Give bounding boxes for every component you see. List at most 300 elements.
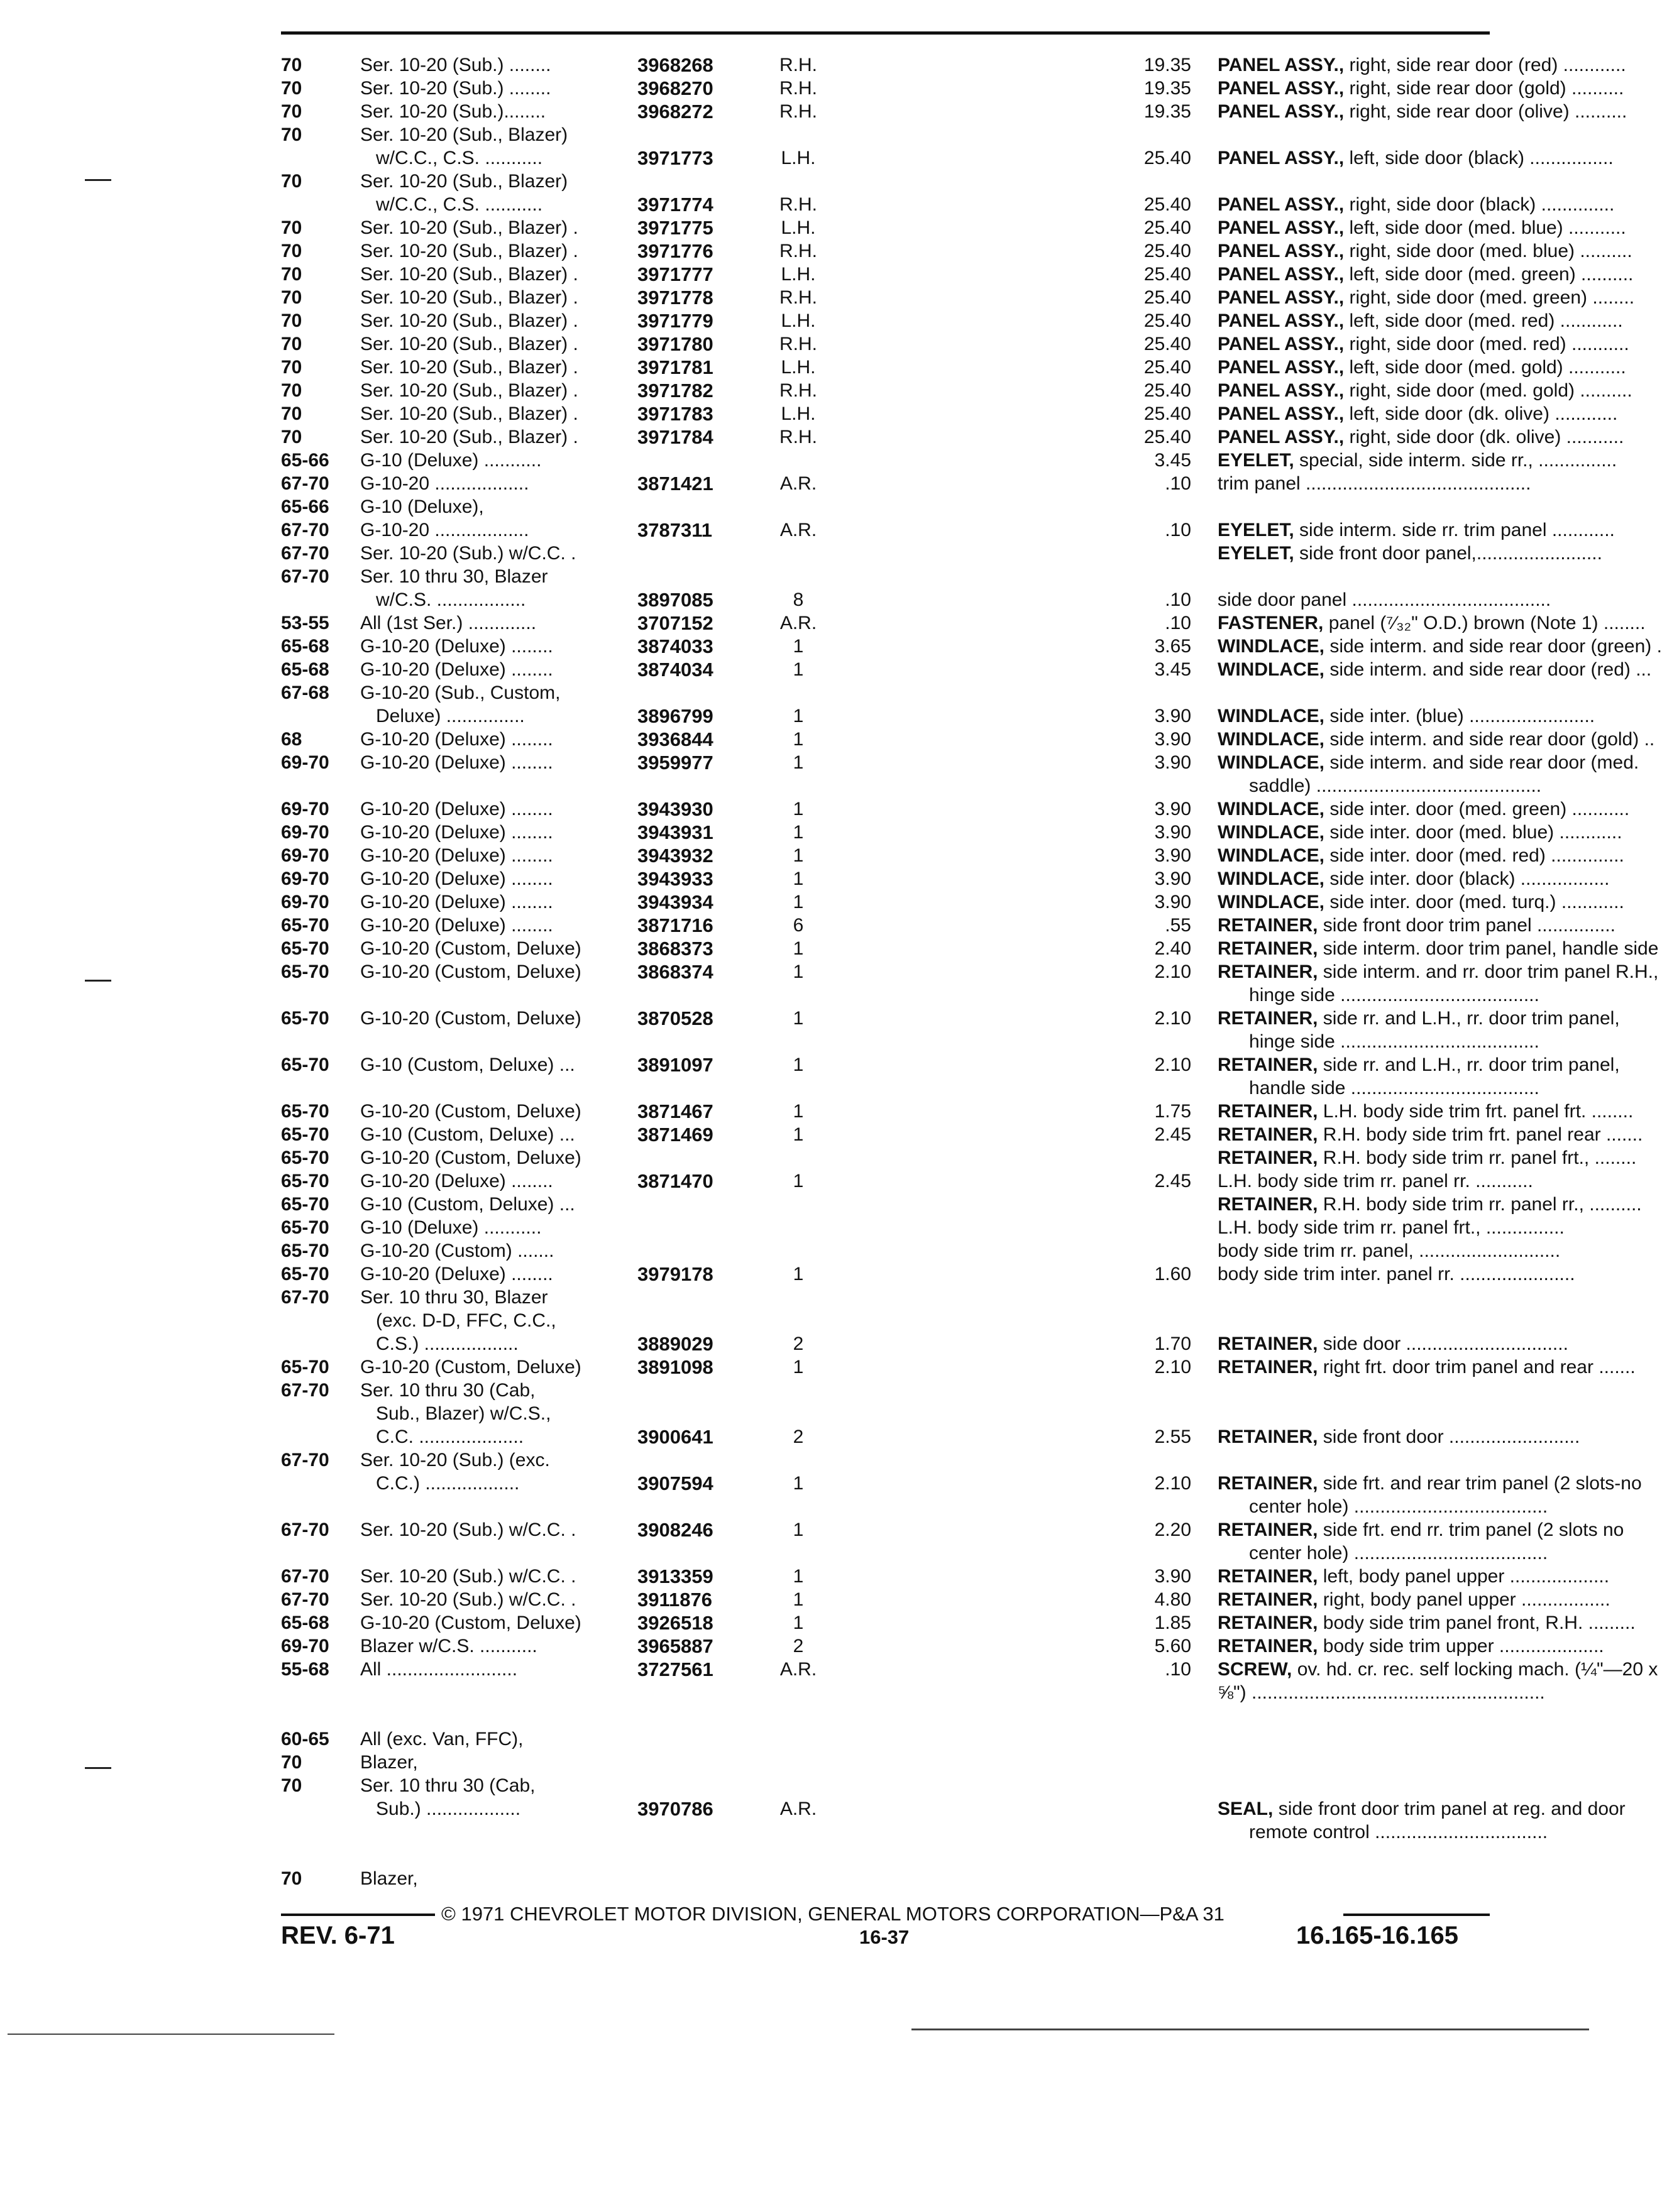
part-description <box>1218 821 1622 844</box>
part-name: WINDLACE, <box>1218 706 1324 726</box>
list-price: 3.90 <box>1154 799 1191 819</box>
table-row <box>281 1867 1494 1890</box>
model-year: 65-70 <box>281 1357 329 1377</box>
series-application: G-10-20 (Custom, Deluxe) <box>360 1101 581 1122</box>
table-row <box>281 1355 1636 1379</box>
part-description <box>1218 1030 1539 1053</box>
series-application: Ser. 10-20 (Sub., Blazer) . <box>360 287 578 308</box>
part-detail: side front door panel,........................ <box>1294 543 1602 564</box>
model-year: 65-68 <box>281 659 329 680</box>
model-year: 70 <box>281 171 302 192</box>
part-number: 3971774 <box>637 194 713 216</box>
part-description <box>1218 146 1614 170</box>
model-year: 65-70 <box>281 1171 329 1191</box>
part-description <box>1218 1658 1658 1681</box>
quantity: L.H. <box>781 403 816 424</box>
part-detail: left, side door (med. gold) ........... <box>1344 357 1626 378</box>
table-row <box>281 1402 1494 1425</box>
part-name: WINDLACE, <box>1218 729 1324 750</box>
list-price: 25.40 <box>1143 264 1191 285</box>
part-number: 3896799 <box>637 705 713 727</box>
table-row <box>281 1565 1610 1588</box>
quantity: 1 <box>793 706 804 726</box>
series-application: G-10-20 (Custom) ....... <box>360 1240 554 1261</box>
part-description <box>1218 449 1617 472</box>
part-number: 3943930 <box>637 798 713 820</box>
part-name: PANEL ASSY., <box>1218 217 1345 238</box>
group-code: 16.165-16.165 <box>1296 1922 1459 1949</box>
part-number: 3874034 <box>637 659 713 681</box>
part-detail: side inter. door (black) ................. <box>1324 868 1610 889</box>
quantity: 6 <box>793 915 804 936</box>
part-detail: remote control ................................. <box>1218 1822 1548 1842</box>
part-description <box>1218 1193 1642 1216</box>
model-year: 65-68 <box>281 1612 329 1633</box>
list-price: 3.90 <box>1154 729 1191 750</box>
part-description <box>1218 960 1659 983</box>
part-name: PANEL ASSY., <box>1218 287 1345 308</box>
table-row <box>281 1774 1494 1797</box>
part-detail: side inter. door (med. turq.) ............ <box>1324 892 1624 912</box>
part-detail: right, side rear door (red) ............ <box>1344 55 1626 75</box>
list-price: .10 <box>1165 589 1191 610</box>
part-description <box>1218 1681 1545 1704</box>
part-detail: saddle) ........................................... <box>1218 775 1542 796</box>
part-detail: side rr. and L.H., rr. door trim panel, <box>1318 1008 1620 1029</box>
part-description <box>1218 542 1602 565</box>
list-price: 3.45 <box>1154 659 1191 680</box>
list-price: 25.40 <box>1143 148 1191 168</box>
model-year: 70 <box>281 334 302 354</box>
part-description <box>1218 797 1630 821</box>
part-description <box>1218 1472 1642 1495</box>
part-detail: side inter. door (med. red) .............. <box>1324 845 1624 866</box>
part-detail: side rr. and L.H., rr. door trim panel, <box>1318 1054 1620 1075</box>
series-application: G-10-20 (Deluxe) ........ <box>360 868 553 889</box>
series-application: G-10-20 (Deluxe) ........ <box>360 636 553 657</box>
table-row <box>281 1821 1548 1844</box>
part-number: 3727561 <box>637 1658 713 1680</box>
margin-mark <box>85 980 111 982</box>
part-detail: left, side door (med. red) ............ <box>1344 310 1623 331</box>
quantity: L.H. <box>781 264 816 285</box>
model-year: 65-70 <box>281 1147 329 1168</box>
quantity: 1 <box>793 799 804 819</box>
model-year: 70 <box>281 55 302 75</box>
list-price: 25.40 <box>1143 403 1191 424</box>
table-row <box>281 1588 1610 1611</box>
table-row <box>281 1634 1604 1658</box>
part-number: 3907594 <box>637 1472 713 1494</box>
part-number: 3971780 <box>637 333 713 355</box>
part-number: 3874033 <box>637 635 713 657</box>
quantity: L.H. <box>781 357 816 378</box>
part-number: 3913359 <box>637 1565 713 1587</box>
quantity: 1 <box>793 1473 804 1494</box>
part-detail: body side trim upper .................... <box>1318 1636 1604 1656</box>
table-row <box>281 1751 1494 1774</box>
model-year: 65-70 <box>281 1217 329 1238</box>
series-application: Ser. 10 thru 30, Blazer <box>360 566 548 587</box>
table-row <box>281 1727 1494 1751</box>
part-detail: R.H. body side trim rr. panel rr., .......... <box>1318 1194 1642 1215</box>
table-row <box>281 960 1659 983</box>
series-application: G-10-20 (Deluxe) ........ <box>360 1264 553 1284</box>
model-year: 67-70 <box>281 543 329 564</box>
table-row <box>281 146 1614 170</box>
part-description <box>1218 937 1659 960</box>
table-row <box>281 1262 1575 1286</box>
part-number: 3968268 <box>637 54 713 76</box>
table-row <box>281 1007 1620 1030</box>
model-year: 65-66 <box>281 450 329 471</box>
part-number: 3868373 <box>637 938 713 960</box>
series-application: G-10-20 (Custom, Deluxe) <box>360 1008 581 1029</box>
part-name: RETAINER, <box>1218 1147 1318 1168</box>
part-name: PANEL ASSY., <box>1218 334 1345 354</box>
part-detail: side frt. end rr. trim panel (2 slots no <box>1318 1519 1624 1540</box>
list-price: 2.40 <box>1154 938 1191 959</box>
model-year: 65-70 <box>281 1124 329 1145</box>
part-detail: ov. hd. cr. rec. self locking mach. (¼"—20 x <box>1292 1659 1658 1680</box>
table-row <box>281 286 1635 309</box>
part-description <box>1218 728 1655 751</box>
model-year: 69-70 <box>281 1636 329 1656</box>
model-year: 65-70 <box>281 1054 329 1075</box>
quantity: 1 <box>793 1566 804 1587</box>
list-price: 1.75 <box>1154 1101 1191 1122</box>
table-row <box>281 751 1639 774</box>
part-description <box>1218 425 1624 449</box>
list-price: 25.40 <box>1143 310 1191 331</box>
model-year: 67-70 <box>281 520 329 540</box>
table-row <box>281 1844 1494 1867</box>
part-detail: side interm. door trim panel, handle side <box>1318 938 1659 959</box>
part-number: 3871467 <box>637 1100 713 1122</box>
model-year: 65-70 <box>281 1194 329 1215</box>
part-number: 3889029 <box>637 1333 713 1355</box>
table-row <box>281 77 1624 100</box>
part-description <box>1218 77 1624 100</box>
table-row <box>281 263 1634 286</box>
quantity: 2 <box>793 1636 804 1656</box>
quantity: 1 <box>793 1519 804 1540</box>
part-number: 3971784 <box>637 426 713 448</box>
part-detail: body side trim panel front, R.H. ......... <box>1318 1612 1636 1633</box>
table-row <box>281 1216 1565 1239</box>
part-name: RETAINER, <box>1218 1008 1318 1029</box>
part-detail: side interm. and side rear door (green) . <box>1324 636 1662 657</box>
model-year: 68 <box>281 729 302 750</box>
series-application: Deluxe) ............... <box>360 706 525 726</box>
table-row <box>281 1146 1637 1169</box>
table-row <box>281 1123 1643 1146</box>
list-price: 3.90 <box>1154 706 1191 726</box>
part-description <box>1218 1100 1634 1123</box>
quantity: 1 <box>793 636 804 657</box>
model-year: 67-70 <box>281 1589 329 1610</box>
part-number: 3943934 <box>637 891 713 913</box>
table-row <box>281 867 1610 890</box>
table-row <box>281 1193 1642 1216</box>
part-name: WINDLACE, <box>1218 868 1324 889</box>
series-application: G-10-20 (Deluxe) ........ <box>360 892 553 912</box>
part-number: 3943933 <box>637 868 713 890</box>
part-number: 3970786 <box>637 1798 713 1820</box>
series-application: G-10 (Custom, Deluxe) ... <box>360 1054 575 1075</box>
part-number: 3943931 <box>637 821 713 843</box>
part-detail: body side trim inter. panel rr. ...................... <box>1218 1264 1575 1284</box>
quantity: 1 <box>793 1054 804 1075</box>
table-row <box>281 449 1617 472</box>
model-year: 70 <box>281 78 302 99</box>
series-application: Ser. 10-20 (Sub., Blazer) . <box>360 241 578 261</box>
part-description <box>1218 216 1626 239</box>
list-price: .10 <box>1165 473 1191 494</box>
part-number: 3979178 <box>637 1263 713 1285</box>
part-description <box>1218 1332 1568 1355</box>
part-detail: right, side door (dk. olive) ........... <box>1344 427 1624 447</box>
table-row <box>281 565 1494 588</box>
series-application: Ser. 10-20 (Sub., Blazer) . <box>360 334 578 354</box>
table-row <box>281 402 1618 425</box>
table-row <box>281 1076 1539 1100</box>
part-name: SEAL, <box>1218 1799 1274 1819</box>
model-year: 70 <box>281 427 302 447</box>
table-row <box>281 797 1630 821</box>
part-number: 3897085 <box>637 589 713 611</box>
quantity: 1 <box>793 961 804 982</box>
part-description <box>1218 53 1626 77</box>
table-row <box>281 123 1494 146</box>
list-price: 2.20 <box>1154 1519 1191 1540</box>
part-name: RETAINER, <box>1218 938 1318 959</box>
list-price: 3.90 <box>1154 868 1191 889</box>
model-year: 70 <box>281 357 302 378</box>
list-price: 25.40 <box>1143 287 1191 308</box>
table-row <box>281 1239 1561 1262</box>
part-description <box>1218 239 1632 263</box>
list-price: 25.40 <box>1143 194 1191 215</box>
list-price: 25.40 <box>1143 241 1191 261</box>
part-number: 3959977 <box>637 752 713 774</box>
part-detail: right, side door (med. red) ........... <box>1344 334 1629 354</box>
part-detail: left, side door (dk. olive) ............ <box>1344 403 1618 424</box>
part-number: 3787311 <box>637 519 712 541</box>
series-application: G-10-20 (Custom, Deluxe) <box>360 1147 581 1168</box>
part-name: RETAINER, <box>1218 1101 1318 1122</box>
table-row <box>281 588 1551 611</box>
part-number: 3926518 <box>637 1612 713 1634</box>
part-detail: hinge side ...................................... <box>1218 1031 1539 1052</box>
part-name: RETAINER, <box>1218 1519 1318 1540</box>
part-name: PANEL ASSY., <box>1218 264 1345 285</box>
part-name: EYELET, <box>1218 450 1294 471</box>
part-detail: left, side door (med. green) .......... <box>1344 264 1634 285</box>
series-application: G-10 (Custom, Deluxe) ... <box>360 1194 575 1215</box>
list-price: 25.40 <box>1143 357 1191 378</box>
list-price: 2.10 <box>1154 1473 1191 1494</box>
table-row <box>281 821 1622 844</box>
part-detail: panel (⁷⁄₃₂" O.D.) brown (Note 1) ........ <box>1323 613 1646 633</box>
parts-table <box>281 53 1662 1890</box>
part-detail: side door ............................... <box>1318 1333 1568 1354</box>
part-description <box>1218 1146 1637 1169</box>
model-year: 69-70 <box>281 752 329 773</box>
series-application: G-10 (Deluxe), <box>360 496 484 517</box>
footer-rule-right <box>1343 1914 1490 1916</box>
series-application: All ......................... <box>360 1659 518 1680</box>
part-number: 3870528 <box>637 1007 713 1029</box>
part-detail: right frt. door trim panel and rear ....... <box>1318 1357 1636 1377</box>
model-year: 53-55 <box>281 613 329 633</box>
part-number: 3965887 <box>637 1635 713 1657</box>
part-number: 3871470 <box>637 1170 713 1192</box>
part-detail: special, side interm. side rr., ............... <box>1294 450 1617 471</box>
series-application: Ser. 10 thru 30 (Cab, <box>360 1775 536 1796</box>
part-description <box>1218 1588 1610 1611</box>
part-name: WINDLACE, <box>1218 892 1324 912</box>
part-detail: side inter. (blue) ........................ <box>1324 706 1595 726</box>
part-name: RETAINER, <box>1218 1054 1318 1075</box>
table-row <box>281 774 1542 797</box>
list-price: 1.60 <box>1154 1264 1191 1284</box>
part-detail: hinge side ...................................... <box>1218 985 1539 1005</box>
quantity: R.H. <box>779 78 817 99</box>
list-price: 3.90 <box>1154 822 1191 843</box>
series-application: G-10-20 (Sub., Custom, <box>360 682 561 703</box>
top-rule <box>281 31 1490 35</box>
quantity: A.R. <box>779 520 817 540</box>
part-detail: left, side door (med. blue) ........... <box>1344 217 1626 238</box>
model-year: 69-70 <box>281 799 329 819</box>
part-name: PANEL ASSY., <box>1218 310 1345 331</box>
model-year: 67-70 <box>281 1450 329 1470</box>
series-application: Ser. 10-20 (Sub.)........ <box>360 101 546 122</box>
series-application: Blazer, <box>360 1752 418 1773</box>
table-row <box>281 1030 1539 1053</box>
part-description <box>1218 518 1615 542</box>
series-application: Ser. 10-20 (Sub.) w/C.C. . <box>360 543 576 564</box>
part-detail: side interm. and side rear door (gold) .. <box>1324 729 1655 750</box>
table-row <box>281 1425 1580 1448</box>
table-row <box>281 239 1632 263</box>
quantity: 1 <box>793 1124 804 1145</box>
model-year: 70 <box>281 1868 302 1889</box>
list-price: 3.90 <box>1154 845 1191 866</box>
part-name: PANEL ASSY., <box>1218 427 1345 447</box>
part-description <box>1218 379 1632 402</box>
list-price: 2.10 <box>1154 1054 1191 1075</box>
quantity: 1 <box>793 892 804 912</box>
part-number: 3971773 <box>637 147 713 169</box>
part-name: RETAINER, <box>1218 1124 1318 1145</box>
part-name: EYELET, <box>1218 543 1294 564</box>
part-number: 3971783 <box>637 403 713 425</box>
quantity: 1 <box>793 845 804 866</box>
part-description <box>1218 658 1652 681</box>
part-description <box>1218 1076 1539 1100</box>
part-name: PANEL ASSY., <box>1218 380 1345 401</box>
model-year: 67-70 <box>281 1566 329 1587</box>
quantity: A.R. <box>779 1799 817 1819</box>
part-number: 3936844 <box>637 728 713 750</box>
part-description <box>1218 704 1595 728</box>
series-application: (exc. D-D, FFC, C.C., <box>360 1310 556 1331</box>
series-application: G-10-20 (Deluxe) ........ <box>360 659 553 680</box>
part-name: PANEL ASSY., <box>1218 101 1345 122</box>
table-row <box>281 658 1652 681</box>
quantity: 1 <box>793 868 804 889</box>
part-name: RETAINER, <box>1218 1194 1318 1215</box>
part-detail: side interm. and side rear door (med. <box>1324 752 1639 773</box>
part-description <box>1218 1565 1610 1588</box>
series-application: G-10-20 (Deluxe) ........ <box>360 752 553 773</box>
part-detail: left, body panel upper ................... <box>1318 1566 1610 1587</box>
table-row <box>281 1681 1545 1704</box>
model-year: 65-70 <box>281 961 329 982</box>
model-year: 69-70 <box>281 892 329 912</box>
model-year: 65-70 <box>281 1264 329 1284</box>
part-name: EYELET, <box>1218 520 1294 540</box>
part-description <box>1218 1239 1561 1262</box>
model-year: 70 <box>281 287 302 308</box>
quantity: R.H. <box>779 380 817 401</box>
part-name: PANEL ASSY., <box>1218 194 1345 215</box>
series-application: G-10-20 (Custom, Deluxe) <box>360 1612 581 1633</box>
margin-mark <box>85 179 111 181</box>
quantity: A.R. <box>779 473 817 494</box>
series-application: G-10-20 .................. <box>360 473 529 494</box>
series-application: Sub., Blazer) w/C.S., <box>360 1403 551 1424</box>
part-number: 3971781 <box>637 356 713 378</box>
list-price: 5.60 <box>1154 1636 1191 1656</box>
part-detail: L.H. body side trim frt. panel frt. ........ <box>1318 1101 1634 1122</box>
part-number: 3968270 <box>637 77 713 99</box>
list-price: 2.55 <box>1154 1426 1191 1447</box>
part-description <box>1218 1541 1548 1565</box>
model-year: 70 <box>281 264 302 285</box>
table-row <box>281 1518 1624 1541</box>
series-application: Ser. 10-20 (Sub.) w/C.C. . <box>360 1566 576 1587</box>
list-price: .55 <box>1165 915 1191 936</box>
part-name: WINDLACE, <box>1218 752 1324 773</box>
part-number: 3871469 <box>637 1124 713 1146</box>
table-row <box>281 1472 1642 1495</box>
part-description <box>1218 402 1618 425</box>
margin-mark <box>85 1767 111 1769</box>
model-year: 70 <box>281 101 302 122</box>
part-name: SCREW, <box>1218 1659 1292 1680</box>
series-application: Ser. 10-20 (Sub., Blazer) . <box>360 310 578 331</box>
series-application: G-10-20 (Deluxe) ........ <box>360 799 553 819</box>
series-application: C.S.) .................. <box>360 1333 519 1354</box>
part-detail: right, side door (med. blue) .......... <box>1344 241 1632 261</box>
part-detail: side inter. door (med. blue) ............ <box>1324 822 1622 843</box>
part-number: 3971776 <box>637 240 713 262</box>
quantity: R.H. <box>779 194 817 215</box>
series-application: G-10 (Deluxe) ........... <box>360 1217 542 1238</box>
part-number: 3707152 <box>637 612 713 634</box>
quantity: A.R. <box>779 1659 817 1680</box>
list-price: 25.40 <box>1143 380 1191 401</box>
part-name: WINDLACE, <box>1218 822 1324 843</box>
model-year: 55-68 <box>281 1659 329 1680</box>
list-price: 1.70 <box>1154 1333 1191 1354</box>
series-application: G-10 (Custom, Deluxe) ... <box>360 1124 575 1145</box>
list-price: 1.85 <box>1154 1612 1191 1633</box>
list-price: 3.65 <box>1154 636 1191 657</box>
